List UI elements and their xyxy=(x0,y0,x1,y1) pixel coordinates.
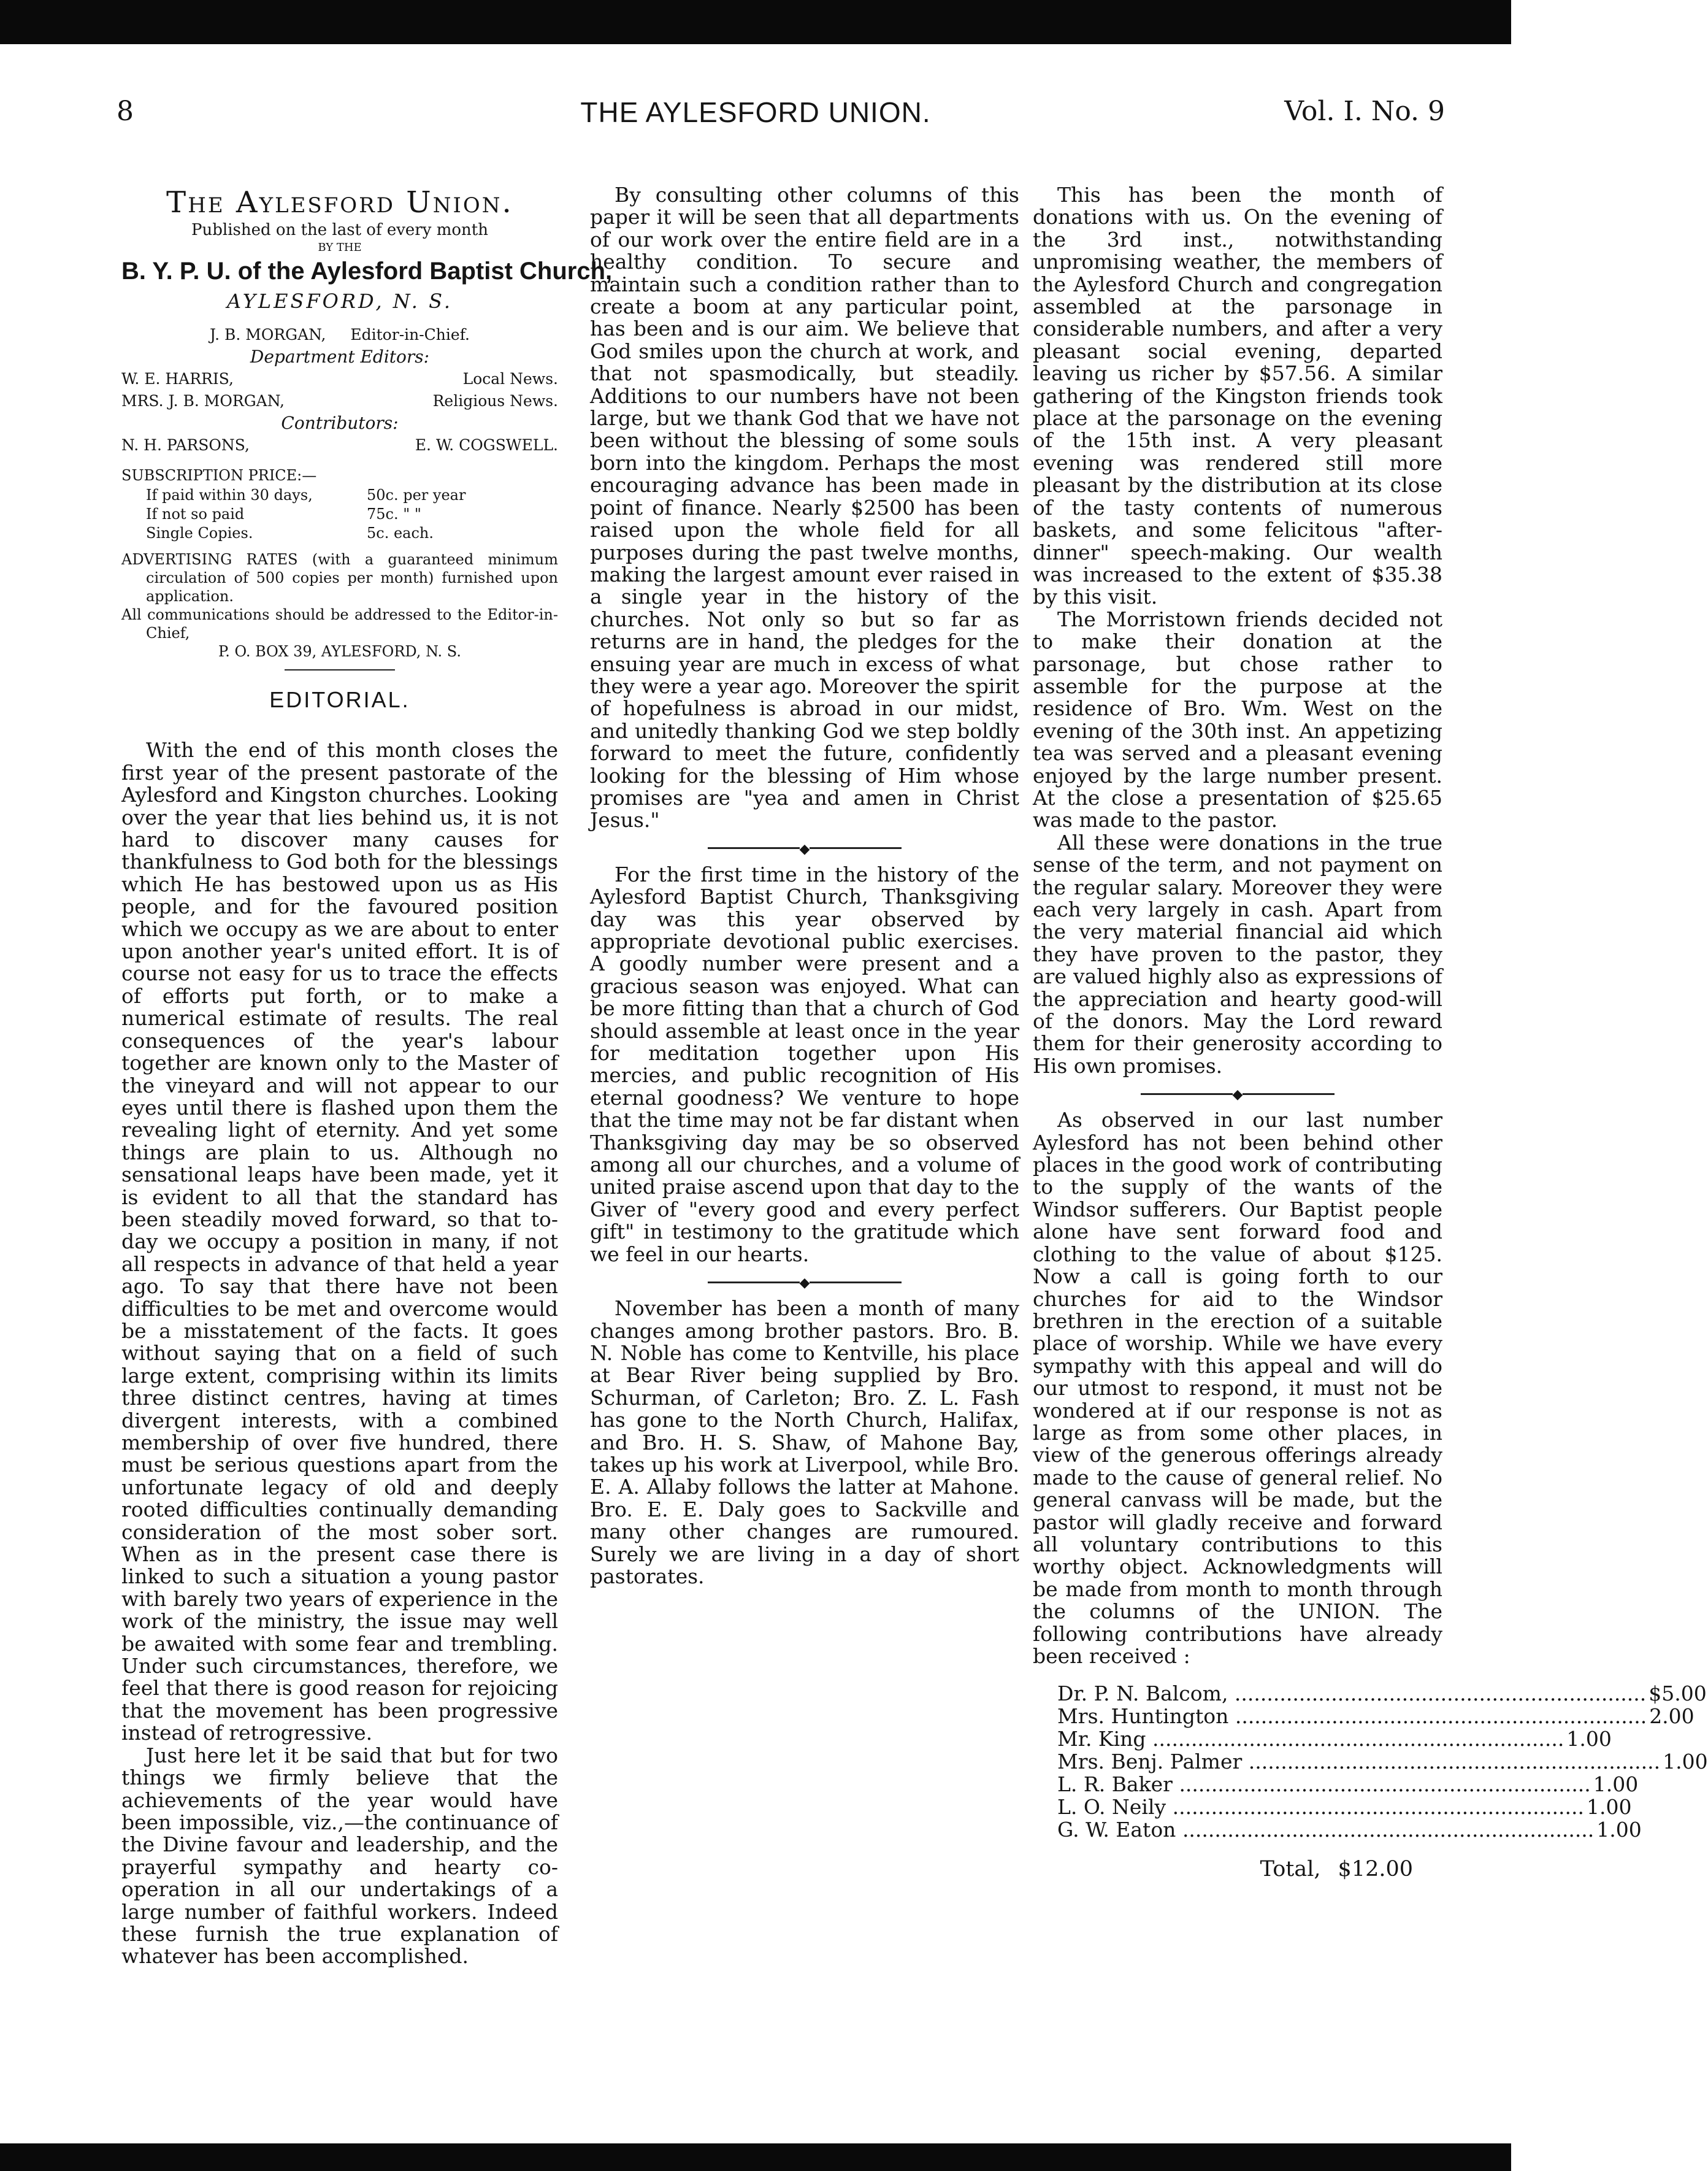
contribution-row: Mrs. Benj. Palmer ..... 1.00 xyxy=(1057,1750,1376,1773)
contribution-row: Mr. King ..... 1.00 xyxy=(1057,1727,1376,1750)
editorial-heading: EDITORIAL. xyxy=(269,687,410,712)
contribution-row: L. R. Baker ..... 1.00 xyxy=(1057,1773,1376,1796)
dept-editor-row-1 xyxy=(121,368,558,390)
department-editors-heading: Department Editors: xyxy=(250,347,430,367)
contributor-name: E. W. COGSWELL. xyxy=(415,436,558,454)
price-row xyxy=(121,486,558,505)
dept-editor-role: Local News. xyxy=(462,370,558,388)
price-value: 5c. each. xyxy=(367,524,434,542)
price-label: If not so paid xyxy=(146,505,245,523)
contributors-row xyxy=(121,434,558,456)
masthead-rule xyxy=(285,669,395,671)
section-separator: ◆ xyxy=(590,832,1019,864)
contributor-name: N. H. PARSONS, xyxy=(121,436,250,454)
editorial-paragraph: With the end of this month closes the first year of the present pastorate of the Aylesford and Kingston churches. Looking over the year that lies behind us, it is not hard to discover many causes for thankfulness to God both for the blessings which He has bestowed upon us as His people, and for the favoured position which we occupy as we are about to enter upon another year's united effort. It is of course not easy for us to trace the effects of efforts put forth, or to make a numerical estimate of results. The real consequences of the year's labour together are known only to the Master of the vineyard and will not appear to our eyes until there is flashed upon them the revealing light of eternity. And yet some things are plain to us. Although no sensational leaps have been made, yet it is evident to all that the standard has been steadily moved forward, so that to-day we occupy a position in many, if not all respects in advance of that held a year ago. To say that there have not been difficulties to be met and overcome would be a misstatement of the facts. It goes without saying that on a field of such large extent, comprising within its limits three distinct centres, having at times divergent interests, with a combined membership of over five hundred, there must be serious questions apart from the unfortunate legacy of old and deeply rooted difficulties continually demanding consideration of the most sober sort. When as in the present case there is linked to such a situation a young pastor with barely two years of experience in the work of the ministry, the issue may well be awaited with some fear and trembling. Under such circumstances, therefore, we feel that there is good reason for rejoicing that the movement has been progressive instead of retrogressive. xyxy=(121,738,558,1745)
contribution-row: Mrs. Huntington ..... 2.00 xyxy=(1057,1705,1376,1727)
bottom-border xyxy=(0,2143,1511,2171)
postal-address: P. O. BOX 39, AYLESFORD, N. S. xyxy=(218,643,461,660)
price-value: 75c. " " xyxy=(367,505,421,523)
running-title: THE AYLESFORD UNION. xyxy=(580,96,931,128)
communications-notice: All communications should be addressed to the Editor-in-Chief, xyxy=(121,606,558,642)
november-paragraph: November has been a month of many changes among brother pastors. Bro. B. N. Noble has come to Kentville, his place at Bear River being supplied by Bro. Schurman, of Carleton; Bro. Z. L. Fash has gone to the North Church, Halifax, and Bro. H. S. Shaw, of Mahone Bay, takes up his work at Liverpool, while Bro. E. A. Allaby follows the latter at Mahone. Bro. E. E. Daly goes to Sackville and many other changes are rumoured. Surely we are living in a day of short pastorates. xyxy=(590,1296,1019,1588)
price-label: Single Copies. xyxy=(146,524,253,542)
editorial-paragraph: By consulting other columns of this paper it will be seen that all departments of our work over the entire field are in a healthy condition. To secure and maintain such a condition rather than to create a boom at any particular point, has been and is our aim. We believe that God smiles upon the church at work, and that not spasmodically, but steadily. Additions to our numbers have not been large, but we thank God that we have not been without the blessing of some souls born into the kingdom. Perhaps the most encouraging advance has been made in point of finance. Nearly $2500 has been raised upon the whole field for all purposes during the past twelve months, making the largest amount ever raised in a single year in the history of the churches. Not only so but so far as returns are in hand, the pledges for the ensuing year are much in excess of what they were a year ago. Moreover the spirit of hopefulness is abroad in our midst, and unitedly thanking God we step boldly forward to meet the future, confidently looking for the blessing of Him whose promises are "yea and amen in Christ Jesus." xyxy=(590,183,1019,832)
dept-editor-name: MRS. J. B. MORGAN, xyxy=(121,392,285,410)
subscription-heading: SUBSCRIPTION PRICE:— xyxy=(121,467,317,484)
dept-editor-row-2 xyxy=(121,390,558,412)
price-label: If paid within 30 days, xyxy=(146,486,313,504)
published-line: Published on the last of every month xyxy=(191,221,488,239)
contributions-total xyxy=(1033,1858,1413,1880)
windsor-paragraph: As observed in our last number Aylesford has not been behind other places in the good work of contributing to the supply of the wants of the Windsor sufferers. Our Baptist people alone have sent forward food and clothing to the value of about $125. Now a call is going forth to our churches for aid to the Windsor brethren in the erection of a suitable place of worship. While we have every sympathy with this appeal and will do our utmost to respond, it must not be wondered at if our response is not as large as from some other places, in view of the generous offerings already made to the cause of general relief. No general canvass will be made, but the pastor will gladly receive and forward all voluntary contributions to this worthy object. Acknowledgments will be made from month to month through the columns of the UNION. The following contributions have already been received : xyxy=(1033,1108,1442,1668)
price-value: 50c. per year xyxy=(367,486,466,504)
page-number: 8 xyxy=(117,96,134,127)
editor-row xyxy=(121,324,558,346)
contributors-heading: Contributors: xyxy=(281,413,399,433)
contributions-list xyxy=(1057,1681,1708,1842)
price-row xyxy=(121,524,558,543)
contribution-row: Dr. P. N. Balcom, ..... $5.00 xyxy=(1057,1682,1376,1705)
donations-paragraph: All these were donations in the true sense of the term, and not payment on the regular salary. Moreover they were each very largely in cash. Apart from the very material financial aid which they have proven to the pastor, they are valued highly also as expressions of the appreciation and hearty good-will of the donors. May the Lord reward them for their generosity according to His own promises. xyxy=(1033,830,1442,1078)
masthead-title: The Aylesford Union. xyxy=(166,185,513,220)
dept-editor-role: Religious News. xyxy=(432,392,558,410)
volume-number: Vol. I. No. 9 xyxy=(1284,96,1445,127)
total-value: $12.00 xyxy=(1338,1857,1413,1882)
donations-paragraph: This has been the month of donations with us. On the evening of the 3rd inst., notwithstanding unpromising weather, the members of the Aylesford Church and congregation assembled at the parsonage in considerable numbers, and after a very pleasant social evening, departed leaving us richer by $57.56. A similar gathering of the Kingston friends took place at the parsonage on the evening of the 15th inst. A very pleasant evening was rendered still more pleasant by the distribution at its close of the tasty contents of numerous baskets, and some felicitous "after-dinner" speech-making. Our wealth was increased to the extent of $35.38 by this visit. xyxy=(1033,183,1442,609)
contribution-row: G. W. Eaton ..... 1.00 xyxy=(1057,1818,1376,1841)
organization-name: B. Y. P. U. of the Aylesford Baptist Church, xyxy=(121,258,613,285)
editor-role: Editor-in-Chief. xyxy=(350,326,470,344)
thanksgiving-paragraph: For the first time in the history of the Aylesford Baptist Church, Thanksgiving day was this year observed by appropriate devotional public exercises. A goodly number were present and a gracious season was enjoyed. What can be more fitting than that a church of God should assemble at least once in the year for meditation together upon His mercies, and public recognition of His eternal goodness? We venture to hope that the time may not be far distant when Thanksgiving day may be so observed among all our churches, and a volume of united praise ascend upon that day to the Giver of "every good and every perfect gift" in testimony to the gratitude which we feel in our hearts. xyxy=(590,862,1019,1266)
editor-name: J. B. MORGAN, xyxy=(209,326,326,344)
column-3 xyxy=(1033,183,1708,2129)
price-row xyxy=(121,505,558,524)
place-name: AYLESFORD, N. S. xyxy=(226,290,453,313)
section-separator: ◆ xyxy=(1033,1077,1442,1109)
by-line: BY THE xyxy=(318,241,362,254)
column-1 xyxy=(121,184,613,2129)
dept-editor-name: W. E. HARRIS, xyxy=(121,370,234,388)
donations-paragraph: The Morristown friends decided not to make their donation at the parsonage, but chose rather to assemble for the purpose at the residence of Bro. Wm. West on the evening of the 30th inst. An appetizing tea was served and a pleasant evening enjoyed by the large number present. At the close a presentation of $25.65 was made to the pastor. xyxy=(1033,607,1442,832)
column-2-content xyxy=(590,184,1019,2129)
contribution-row: L. O. Neily ..... 1.00 xyxy=(1057,1796,1376,1818)
editorial-paragraph: Just here let it be said that but for two things we firmly believe that the achievements of the year would have been impossible, viz.,—the continuance of the Divine favour and leadership, and the prayerful sympathy and hearty co-operation in all our undertakings of a large number of faithful workers. Indeed these furnish the true explanation of whatever has been accomplished. xyxy=(121,1743,558,1969)
advertising-notice: ADVERTISING RATES (with a guaranteed minimum circulation of 500 copies per month) furnished upon application. xyxy=(121,551,558,605)
section-separator: ◆ xyxy=(590,1266,1019,1297)
total-label: Total, xyxy=(1260,1857,1321,1882)
